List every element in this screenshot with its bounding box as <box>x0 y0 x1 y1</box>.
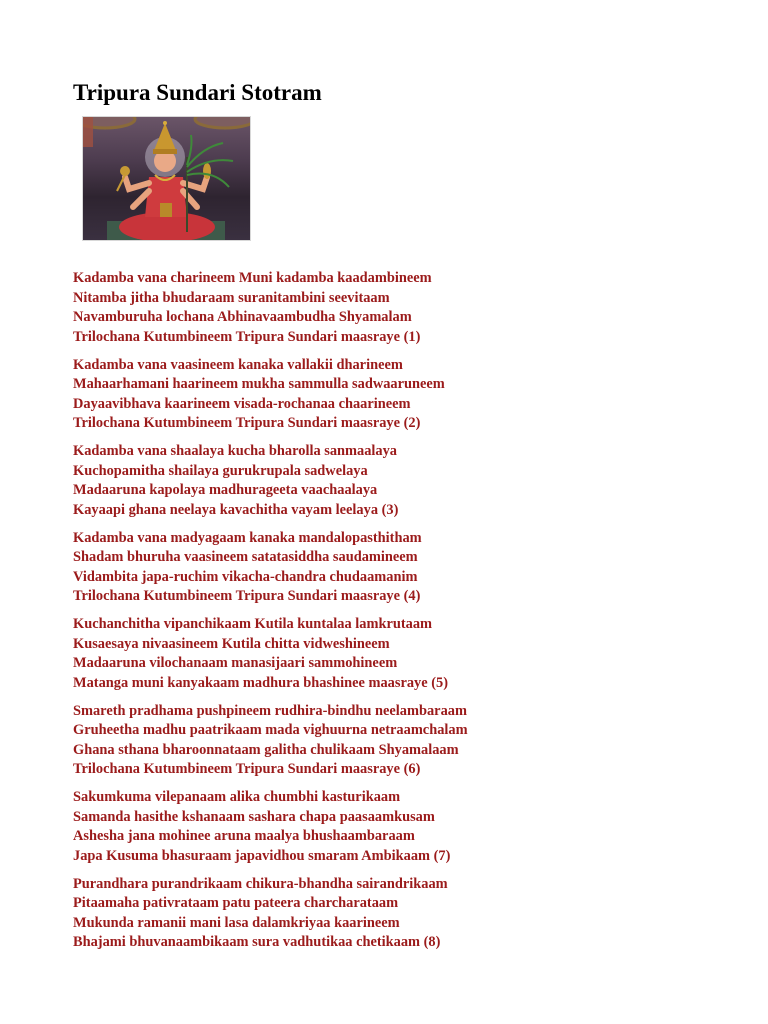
verse-line: Kadamba vana madyagaam kanaka mandalopasthitham <box>73 529 422 546</box>
verse-line: Kayaapi ghana neelaya kavachitha vayam leelaya (3) <box>73 501 399 518</box>
verse-line: Purandhara purandrikaam chikura-bhandha sairandrikaam <box>73 875 448 892</box>
verse-line: Smareth pradhama pushpineem rudhira-bindhu neelambaraam <box>73 702 467 719</box>
verse-line: Madaaruna vilochanaam manasijaari sammohineem <box>73 655 398 671</box>
stanza-1 <box>73 269 713 347</box>
stanza-7 <box>73 788 713 866</box>
goddess-image <box>82 116 251 241</box>
stanza-8 <box>73 875 713 953</box>
verse-line: Kusaesaya nivaasineem Kutila chitta vidweshineem <box>73 635 390 652</box>
verse-line: Navamburuha lochana Abhinavaambudha Shyamalam <box>73 309 412 325</box>
verse-line: Shadam bhuruha vaasineem satatasiddha saudamineem <box>73 549 418 565</box>
verse-line: Japa Kusuma bhasuraam japavidhou smaram Ambikaam (7) <box>73 847 451 864</box>
verse-line: Bhajami bhuvanaambikaam sura vadhutikaa chetikaam (8) <box>73 934 441 950</box>
verse-line: Kuchopamitha shailaya gurukrupala sadwelaya <box>73 462 368 479</box>
verse-line: Kuchanchitha vipanchikaam Kutila kuntalaa lamkrutaam <box>73 616 433 632</box>
stanza-4 <box>73 529 713 607</box>
page-title: Tripura Sundari Stotram <box>73 80 322 105</box>
verse-line: Kadamba vana shaalaya kucha bharolla sanmaalaya <box>73 443 397 459</box>
verse-line: Kadamba vana charineem Muni kadamba kaadambineem <box>73 270 432 286</box>
verse-line: Ashesha jana mohinee aruna maalya bhushaambaraam <box>73 828 415 844</box>
verse-line: Vidambita japa-ruchim vikacha-chandra chudaamanim <box>73 568 418 585</box>
verse-line: Trilochana Kutumbineem Tripura Sundari maasraye (1) <box>73 328 421 345</box>
verse-line: Trilochana Kutumbineem Tripura Sundari maasraye (4) <box>73 588 421 604</box>
verse-line: Trilochana Kutumbineem Tripura Sundari maasraye (6) <box>73 761 421 777</box>
verse-line: Mukunda ramanii mani lasa dalamkriyaa kaarineem <box>73 914 400 931</box>
stanza-5 <box>73 615 713 693</box>
verse-line: Kadamba vana vaasineem kanaka vallakii dharineem <box>73 356 403 373</box>
verse-line: Gruheetha madhu paatrikaam mada vighuurna netraamchalam <box>73 722 468 738</box>
verse-line: Nitamba jitha bhudaraam suranitambini seevitaam <box>73 289 390 306</box>
verse-line: Mahaarhamani haarineem mukha sammulla sadwaaruneem <box>73 376 445 392</box>
stanza-2 <box>73 356 713 434</box>
stotram-verses <box>73 269 713 961</box>
verse-line: Sakumkuma vilepanaam alika chumbhi kasturikaam <box>73 789 401 805</box>
stanza-3 <box>73 442 713 520</box>
verse-line: Samanda hasithe kshanaam sashara chapa paasaamkusam <box>73 808 435 825</box>
verse-line: Madaaruna kapolaya madhurageeta vaachaalaya <box>73 482 378 498</box>
stanza-6 <box>73 702 713 780</box>
verse-line: Dayaavibhava kaarineem visada-rochanaa chaarineem <box>73 395 411 412</box>
verse-line: Matanga muni kanyakaam madhura bhashinee maasraye (5) <box>73 674 448 691</box>
verse-line: Trilochana Kutumbineem Tripura Sundari maasraye (2) <box>73 415 421 431</box>
verse-line: Pitaamaha pativrataam patu pateera charcharataam <box>73 895 399 911</box>
verse-line: Ghana sthana bharoonnataam galitha chulikaam Shyamalaam <box>73 741 459 758</box>
